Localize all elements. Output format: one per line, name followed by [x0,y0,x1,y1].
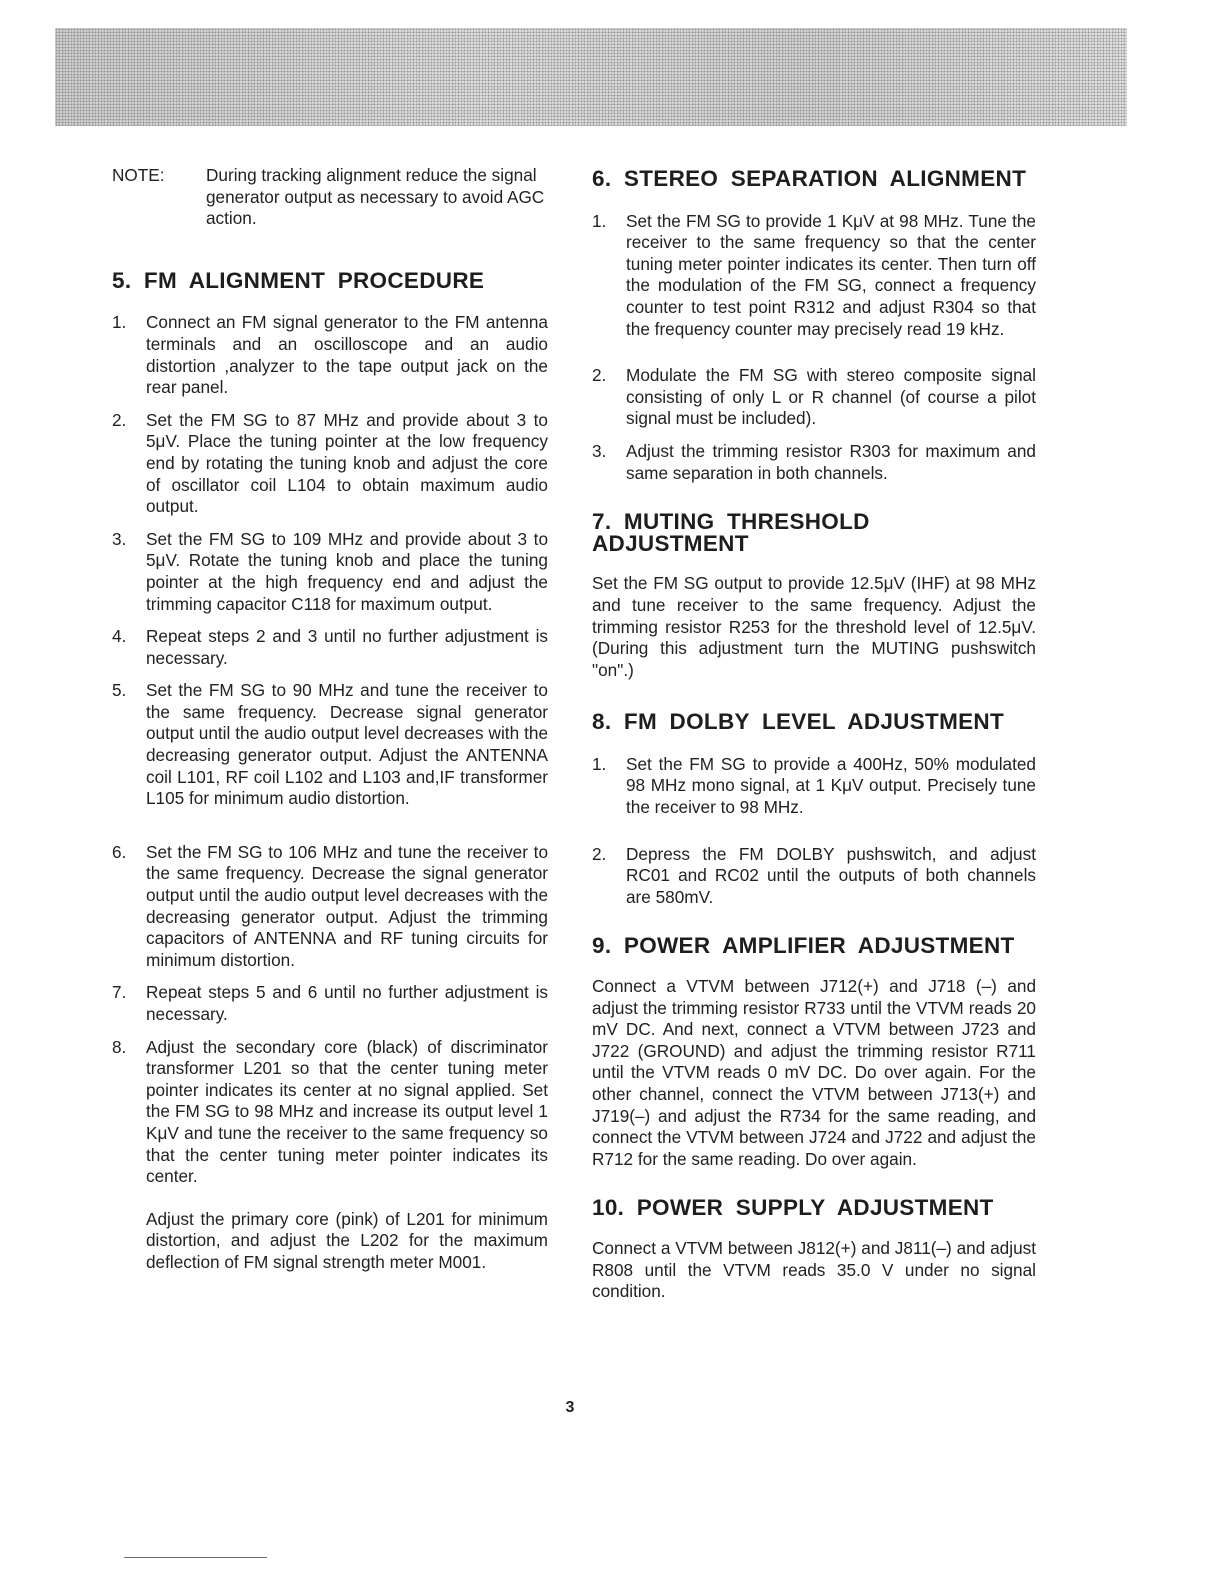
item-text: Set the FM SG to 90 MHz and tune the receiver to the same frequency. Decrease signal generator output until the audio output level decreases with the decreasing generator output. Adjust the ANTENNA coil L101, RF coil L102 and L103 and,IF transformer L105 for minimum audio distortion. [146,680,548,809]
item-text: Modulate the FM SG with stereo composite signal consisting of only L or R channel (of course a pilot signal must be included). [626,365,1036,429]
note-text: During tracking alignment reduce the signal generator output as necessary to avoid AGC action. [206,165,545,229]
section-6-list [592,211,1036,485]
header-banner [55,28,1127,126]
list-item [592,441,1036,484]
section-7-text: Set the FM SG output to provide 12.5μV (IHF) at 98 MHz and tune receiver to the same frequency. Adjust the trimming resistor R253 for the threshold level of 12.5μV. (During this adjustment turn the MUTING pushswitch "on".) [592,573,1036,680]
item-number: 5. [112,680,127,701]
list-item [592,844,1036,909]
list-item [112,312,548,398]
section-9-text: Connect a VTVM between J712(+) and J718 (–) and adjust the trimming resistor R733 until the VTVM reads 20 mV DC. And next, connect a VTVM between J723 and J722 (GROUND) and adjust the trimming resistor R711 until the VTVM reads 0 mV DC. Do over again. For the other channel, connect the VTVM between J713(+) and J719(–) and adjust the R734 for the same reading, and connect the VTVM between J724 and J722 and adjust the R712 for the same reading. Do over again. [592,976,1036,1169]
item-number: 2. [592,843,607,864]
item-number: 3. [112,528,127,549]
section-5-list [112,312,548,1187]
note-label: NOTE: [112,165,165,185]
item-text: Set the FM SG to 87 MHz and provide about 3 to 5μV. Place the tuning pointer at the low frequency end by rotating the tuning knob and adjust the core of oscillator coil L104 to obtain maximum audio output. [146,409,548,517]
item-text: Adjust the secondary core (black) of discriminator transformer L201 so that the center tuning meter pointer indicates its center at no signal applied. Set the FM SG to 98 MHz and increase its output level 1 KμV and tune the receiver to the same frequency so that the center tuning meter pointer indicates its center. [146,1036,548,1187]
page-number: 3 [565,1399,575,1416]
item-number: 2. [112,409,127,430]
item-text: Set the FM SG to provide 1 KμV at 98 MHz. Tune the receiver to the same frequency so that the center tuning meter pointer indicates its center. Then turn off the modulation of the FM SG, connect a frequency counter to test point R312 and adjust R304 so that the frequency counter may precisely read 19 kHz. [626,210,1036,339]
list-item [112,680,548,810]
list-item [112,626,548,669]
left-column [112,165,548,1274]
section-10-text: Connect a VTVM between J812(+) and J811(–) and adjust R808 until the VTVM reads 35.0 V under no signal condition. [592,1237,1036,1302]
section-5-continuation: Adjust the primary core (pink) of L201 for minimum distortion, and adjust the L202 for the maximum deflection of FM signal strength meter M001. [146,1208,548,1272]
item-number: 8. [112,1036,127,1057]
item-number: 1. [592,753,607,774]
section-7-heading: 7. MUTING THRESHOLD ADJUSTMENT [592,509,870,556]
item-number: 3. [592,440,607,461]
list-item [112,982,548,1025]
section-5-heading: 5. FM ALIGNMENT PROCEDURE [112,267,485,293]
section-8-heading: 8. FM DOLBY LEVEL ADJUSTMENT [592,709,1005,735]
item-text: Adjust the trimming resistor R303 for maximum and same separation in both channels. [626,440,1036,483]
item-text: Repeat steps 5 and 6 until no further adjustment is necessary. [146,982,548,1024]
item-text: Set the FM SG to provide a 400Hz, 50% modulated 98 MHz mono signal, at 1 KμV output. Precisely tune the receiver to 98 MHz. [626,753,1036,818]
item-number: 1. [112,312,127,333]
item-text: Depress the FM DOLBY pushswitch, and adjust RC01 and RC02 until the outputs of both channels are 580mV. [626,843,1036,907]
section-8-list [592,754,1036,909]
section-9-heading: 9. POWER AMPLIFIER ADJUSTMENT [592,933,1015,959]
list-item [592,211,1036,341]
item-text: Set the FM SG to 106 MHz and tune the receiver to the same frequency. Decrease the signal generator output until the audio output level decreases with the decreasing generator output. Adjust the trimming capacitors of ANTENNA and RF tuning circuits for minimum distortion. [146,841,548,970]
item-text: Connect an FM signal generator to the FM antenna terminals and an oscilloscope and an audio distortion ,analyzer to the tape output jack on the rear panel. [146,312,548,398]
item-number: 2. [592,365,607,386]
item-number: 7. [112,982,127,1003]
list-item [112,1037,548,1188]
section-10-heading: 10. POWER SUPPLY ADJUSTMENT [592,1195,994,1221]
list-item [592,754,1036,819]
footer-rule [124,1557,267,1558]
item-number: 4. [112,626,127,647]
item-number: 1. [592,210,607,231]
item-number: 6. [112,841,127,862]
item-text: Repeat steps 2 and 3 until no further adjustment is necessary. [146,626,548,668]
list-item [592,365,1036,430]
section-6-heading: 6. STEREO SEPARATION ALIGNMENT [592,166,1027,191]
note [112,165,548,230]
list-item [112,842,548,972]
item-text: Set the FM SG to 109 MHz and provide about 3 to 5μV. Rotate the tuning knob and place the tuning pointer at the high frequency end and adjust the trimming capacitor C118 for maximum output. [146,528,548,614]
list-item [112,529,548,615]
right-column [592,165,1036,1303]
list-item [112,410,548,518]
